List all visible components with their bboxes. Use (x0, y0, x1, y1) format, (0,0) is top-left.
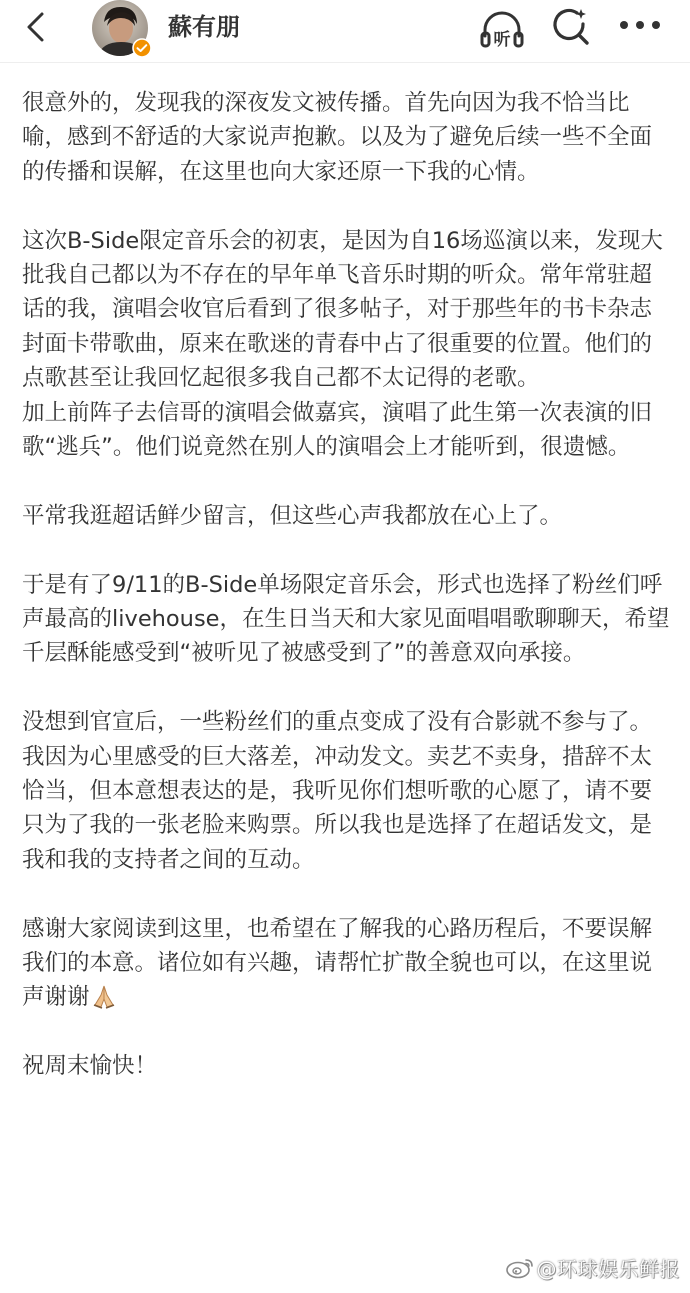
post-paragraph-4: 平常我逛超话鲜少留言，但这些心声我都放在心上了。 (22, 502, 563, 529)
post-paragraph-7-text: 感谢大家阅读到这里，也希望在了解我的心路历程后，不要误解我们的本意。诸位如有兴趣，请帮忙扩散全貌也可以，在这里说声谢谢 (22, 915, 653, 1011)
back-arrow-icon (20, 10, 54, 44)
post-body (22, 86, 672, 1084)
post-paragraph-8: 祝周末愉快！ (22, 1053, 158, 1080)
listen-label: 听 (493, 30, 511, 50)
weibo-logo-icon (505, 1255, 535, 1279)
top-nav-bar (0, 0, 690, 63)
post-paragraph-6: 没想到官宣后，一些粉丝们的重点变成了没有合影就不参与了。我因为心里感受的巨大落差，冲动发文。卖艺不卖身，措辞不太恰当，但本意想表达的是，我听见你们想听歌的心愿了，请不要只为了我的一张老脸来购票。所以我也是选择了在超话发文，是我和我的支持者之间的互动。 (22, 709, 653, 873)
search-button[interactable] (550, 6, 592, 48)
author-name[interactable]: 蘇有朋 (168, 13, 240, 41)
post-paragraph-7 (22, 912, 672, 1015)
search-icon (550, 6, 592, 48)
post-paragraph-3: 加上前阵子去信哥的演唱会做嘉宾，演唱了此生第一次表演的旧歌“逃兵”。他们说竟然在别人的演唱会上才能听到，很遗憾。 (22, 399, 653, 461)
post-paragraph-5: 于是有了9/11的B-Side单场限定音乐会，形式也选择了粉丝们呼声最高的livehouse，在生日当天和大家见面唱唱歌聊聊天，希望千层酥能感受到“被听见了被感受到了”的善意双向承接。 (22, 571, 670, 667)
more-options-button[interactable] (616, 10, 664, 46)
back-button[interactable] (20, 10, 54, 44)
post-paragraph-2: 这次B-Side限定音乐会的初衷，是因为自16场巡演以来，发现大批我自己都以为不存在的早年单飞音乐时期的听众。常年常驻超话的我，演唱会收官后看到了很多帖子，对于那些年的书卡杂志封面卡带歌曲，原来在歌迷的青春中占了很重要的位置。他们的点歌甚至让我回忆起很多我自己都不太记得的老歌。 (22, 227, 663, 392)
more-dots-icon (616, 10, 664, 46)
author-avatar-wrap (92, 0, 152, 58)
post-paragraph-1: 很意外的，发现我的深夜发文被传播。首先向因为我不恰当比喻，感到不舒适的大家说声抱歉。以及为了避免后续一些不全面的传播和误解，在这里也向大家还原一下我的心情。 (22, 90, 653, 185)
listen-button[interactable] (478, 6, 526, 54)
source-watermark (505, 1253, 681, 1281)
headphones-icon (478, 6, 526, 54)
verified-badge-icon (132, 38, 152, 58)
watermark-text: @环球娱乐鲜报 (536, 1256, 680, 1281)
praying-hands-emoji-icon (91, 983, 117, 1009)
